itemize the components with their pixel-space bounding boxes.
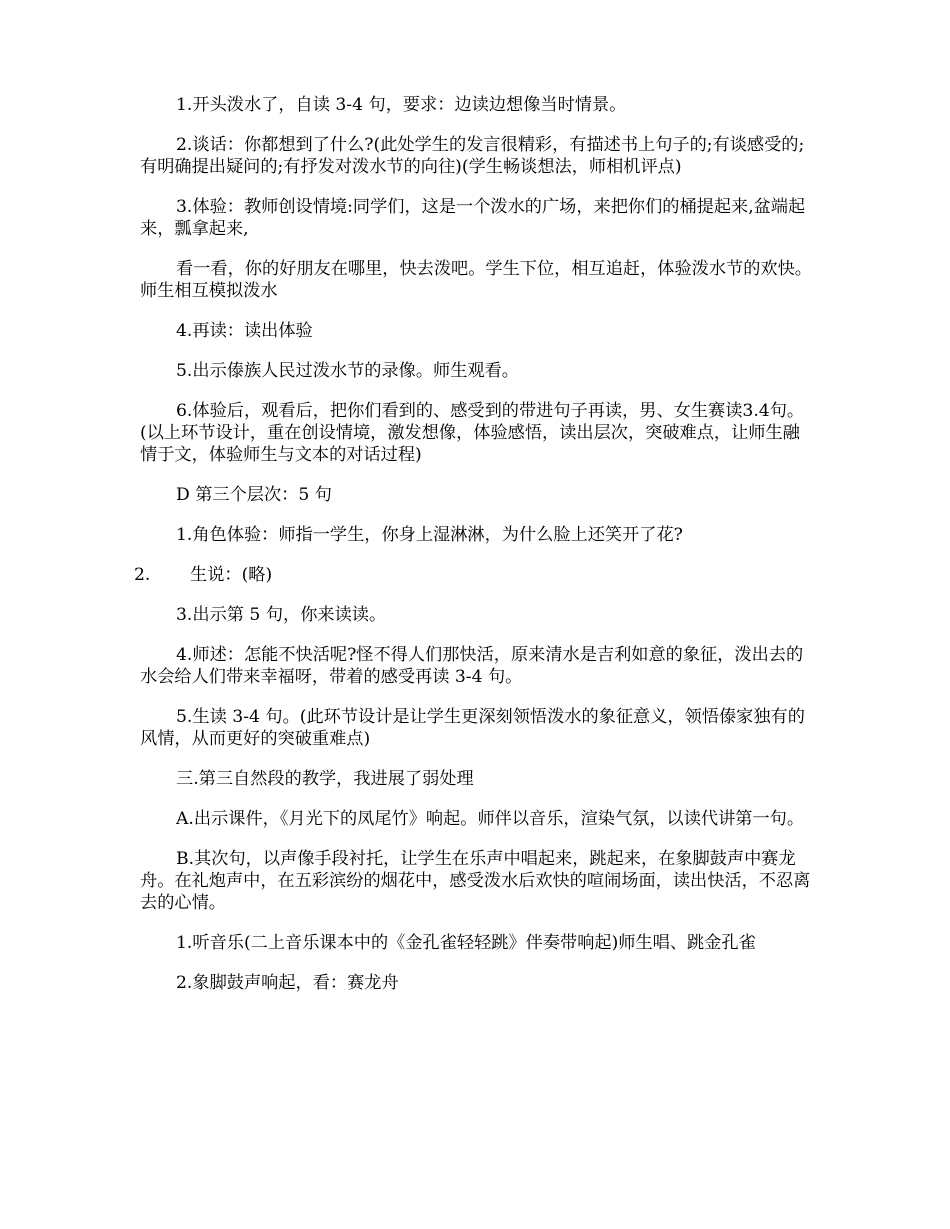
paragraph-2: 2.谈话：你都想到了什么?(此处学生的发言很精彩，有描述书上句子的;有谈感受的;有明确提出疑问的;有抒发对泼水节的向往)(学生畅谈想法，师相机评点)	[140, 135, 805, 177]
paragraph-10	[134, 564, 812, 586]
paragraph-1: 1.开头泼水了，自读 3-4 句，要求：边读边想像当时情景。	[176, 95, 627, 115]
document-page	[134, 94, 812, 1012]
paragraph-16: B.其次句，以声像手段衬托，让学生在乐声中唱起来，跳起来，在象脚鼓声中赛龙舟。在礼炮声中，在五彩滨纷的烟花中，感受泼水后欢快的喧闹场面，读出快活，不忍离去的心情。	[140, 849, 811, 913]
paragraph-8: D 第三个层次：5 句	[176, 485, 332, 505]
paragraph-13: 5.生读 3-4 句。(此环节设计是让学生更深刻领悟泼水的象征意义，领悟傣家独有的风情，从而更好的突破重难点)	[140, 707, 805, 749]
paragraph-9: 1.角色体验：师指一学生，你身上湿淋淋，为什么脸上还笑开了花?	[176, 525, 683, 545]
paragraph-14: 三.第三自然段的教学，我进展了弱处理	[176, 769, 474, 789]
paragraph-3: 3.体验：教师创设情境:同学们，这是一个泼水的广场，来把你们的桶提起来,盆端起来，瓢拿起来,	[140, 197, 806, 239]
paragraph-15: A.出示课件，《月光下的凤尾竹》响起。师伴以音乐，渲染气氛，以读代讲第一句。	[176, 809, 805, 829]
paragraph-6: 5.出示傣族人民过泼水节的录像。师生观看。	[176, 361, 519, 381]
paragraph-18: 2.象脚鼓声响起，看：赛龙舟	[176, 973, 399, 993]
paragraph-10-text: 生说：(略)	[190, 565, 273, 585]
paragraph-17: 1.听音乐(二上音乐课本中的《金孔雀轻轻跳》伴奏带响起)师生唱、跳金孔雀	[176, 933, 756, 953]
paragraph-5: 4.再读：读出体验	[176, 321, 313, 341]
paragraph-12: 4.师述：怎能不快活呢?怪不得人们那快活，原来清水是吉利如意的象征，泼出去的水会给人们带来幸福呀，带着的感受再读 3-4 句。	[140, 645, 804, 687]
paragraph-7: 6.体验后，观看后，把你们看到的、感受到的带进句子再读，男、女生赛读3.4句。(以上环节设计，重在创设情境，激发想像，体验感悟，读出层次，突破难点，让师生融情于文，体验师生与文本的对话过程)	[140, 401, 805, 465]
paragraph-11: 3.出示第 5 句，你来读读。	[176, 605, 387, 625]
list-number: 2.	[134, 565, 151, 585]
paragraph-4: 看一看，你的好朋友在哪里，快去泼吧。学生下位，相互追赶，体验泼水节的欢快。师生相互模拟泼水	[140, 259, 812, 301]
